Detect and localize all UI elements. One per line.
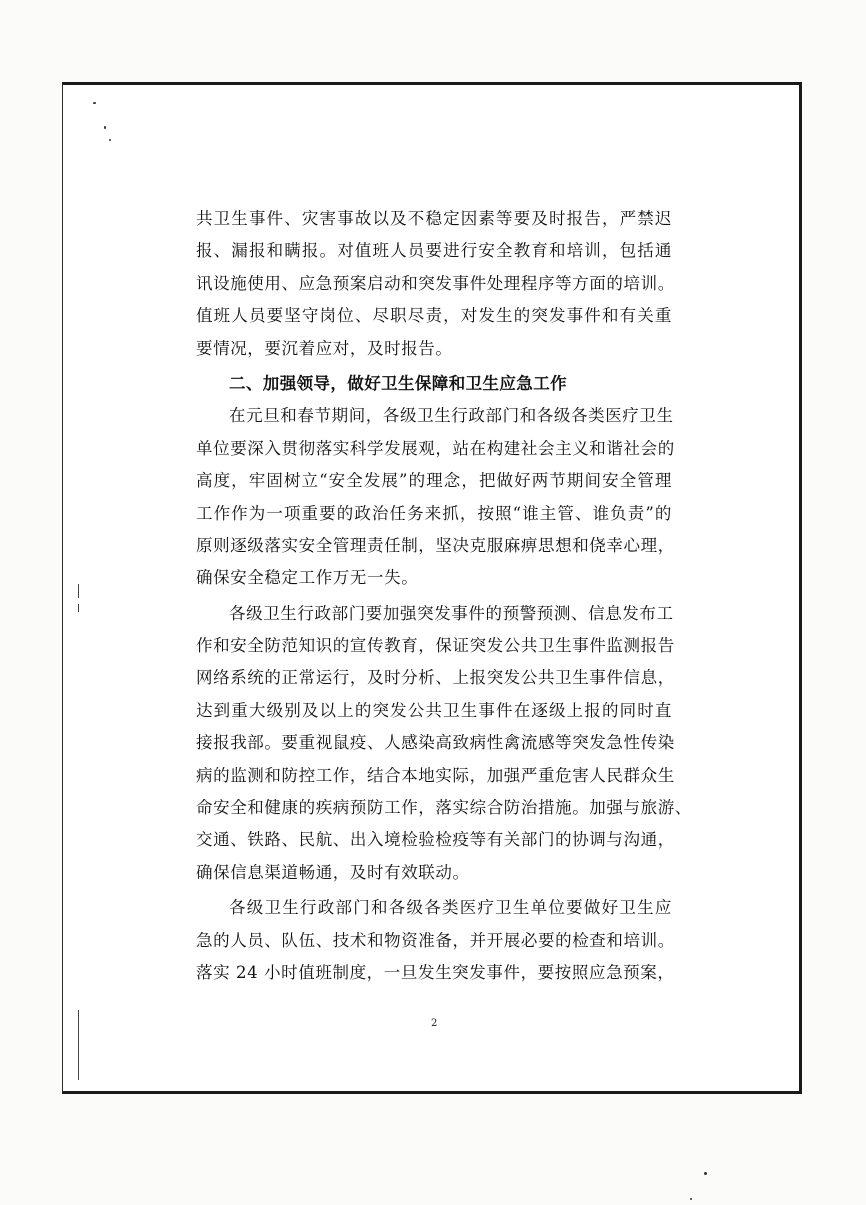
text-line: 交通、铁路、民航、出入境检验检疫等有关部门的协调与沟通， bbox=[196, 830, 675, 850]
text-line: 作和安全防范知识的宣传教育，保证突发公共卫生事件监测报告 bbox=[196, 636, 675, 656]
text-line: 达到重大级别及以上的突发公共卫生事件在逐级上报的同时直 bbox=[196, 700, 672, 720]
scan-speck bbox=[93, 102, 96, 104]
scan-mark bbox=[78, 1010, 79, 1080]
text-line: 接报我部。要重视鼠疫、人感染高致病性禽流感等突发急性传染 bbox=[196, 733, 675, 753]
text-line: 高度，牢固树立“安全发展”的理念，把做好两节期间安全管理 bbox=[196, 471, 672, 491]
page-number: 2 bbox=[431, 1018, 438, 1029]
text-line: 病的监测和防控工作，结合本地实际，加强严重危害人民群众生 bbox=[196, 765, 675, 785]
text-line: 确保安全稳定工作万无一失。 bbox=[196, 568, 419, 588]
scan-speck bbox=[109, 139, 111, 141]
text-line: 值班人员要坚守岗位、尽职尽责，对发生的突发事件和有关重 bbox=[196, 306, 672, 326]
text-line: 落实 24 小时值班制度，一旦发生突发事件，要按照应急预案， bbox=[196, 962, 675, 982]
text-line: 网络系统的正常运行，及时分析、上报突发公共卫生事件信息， bbox=[196, 668, 675, 688]
text-line: 报、漏报和瞒报。对值班人员要进行安全教育和培训，包括通 bbox=[196, 241, 672, 261]
text-line: 在元旦和春节期间，各级卫生行政部门和各级各类医疗卫生 bbox=[229, 406, 674, 426]
text-line: 原则逐级落实安全管理责任制，坚决克服麻痹思想和侥幸心理， bbox=[196, 535, 675, 555]
text-line: 确保信息渠道畅通，及时有效联动。 bbox=[196, 862, 470, 882]
paragraph-3 bbox=[196, 892, 675, 989]
text-line: 工作作为一项重要的政治任务来抓，按照“谁主管、谁负责”的 bbox=[196, 503, 672, 523]
scan-mark bbox=[78, 604, 79, 612]
text-line: 要情况，要沉着应对，及时报告。 bbox=[196, 338, 453, 358]
section-heading: 二、加强领导，做好卫生保障和卫生应急工作 bbox=[229, 373, 567, 393]
text-line: 各级卫生行政部门要加强突发事件的预警预测、信息发布工 bbox=[229, 603, 674, 623]
scan-mark bbox=[78, 584, 79, 598]
text-line: 各级卫生行政部门和各级各类医疗卫生单位要做好卫生应 bbox=[229, 898, 672, 918]
text-line: 急的人员、队伍、技术和物资准备，并开展必要的检查和培训。 bbox=[196, 930, 675, 950]
text-line: 共卫生事件、灾害事故以及不稳定因素等要及时报告，严禁迟 bbox=[196, 209, 672, 228]
scan-speck bbox=[690, 1198, 692, 1200]
scan-speck bbox=[104, 126, 106, 129]
text-line: 单位要深入贯彻落实科学发展观，站在构建社会主义和谐社会的 bbox=[196, 438, 675, 458]
document-body bbox=[196, 203, 692, 989]
text-line: 讯设施使用、应急预案启动和突发事件处理程序等方面的培训。 bbox=[196, 273, 675, 293]
paragraph-2 bbox=[196, 598, 692, 890]
scan-speck bbox=[704, 1172, 707, 1175]
text-line: 命安全和健康的疾病预防工作，落实综合防治措施。加强与旅游、 bbox=[196, 798, 692, 818]
paragraph-continuation bbox=[196, 203, 675, 365]
paragraph-1 bbox=[196, 400, 675, 594]
